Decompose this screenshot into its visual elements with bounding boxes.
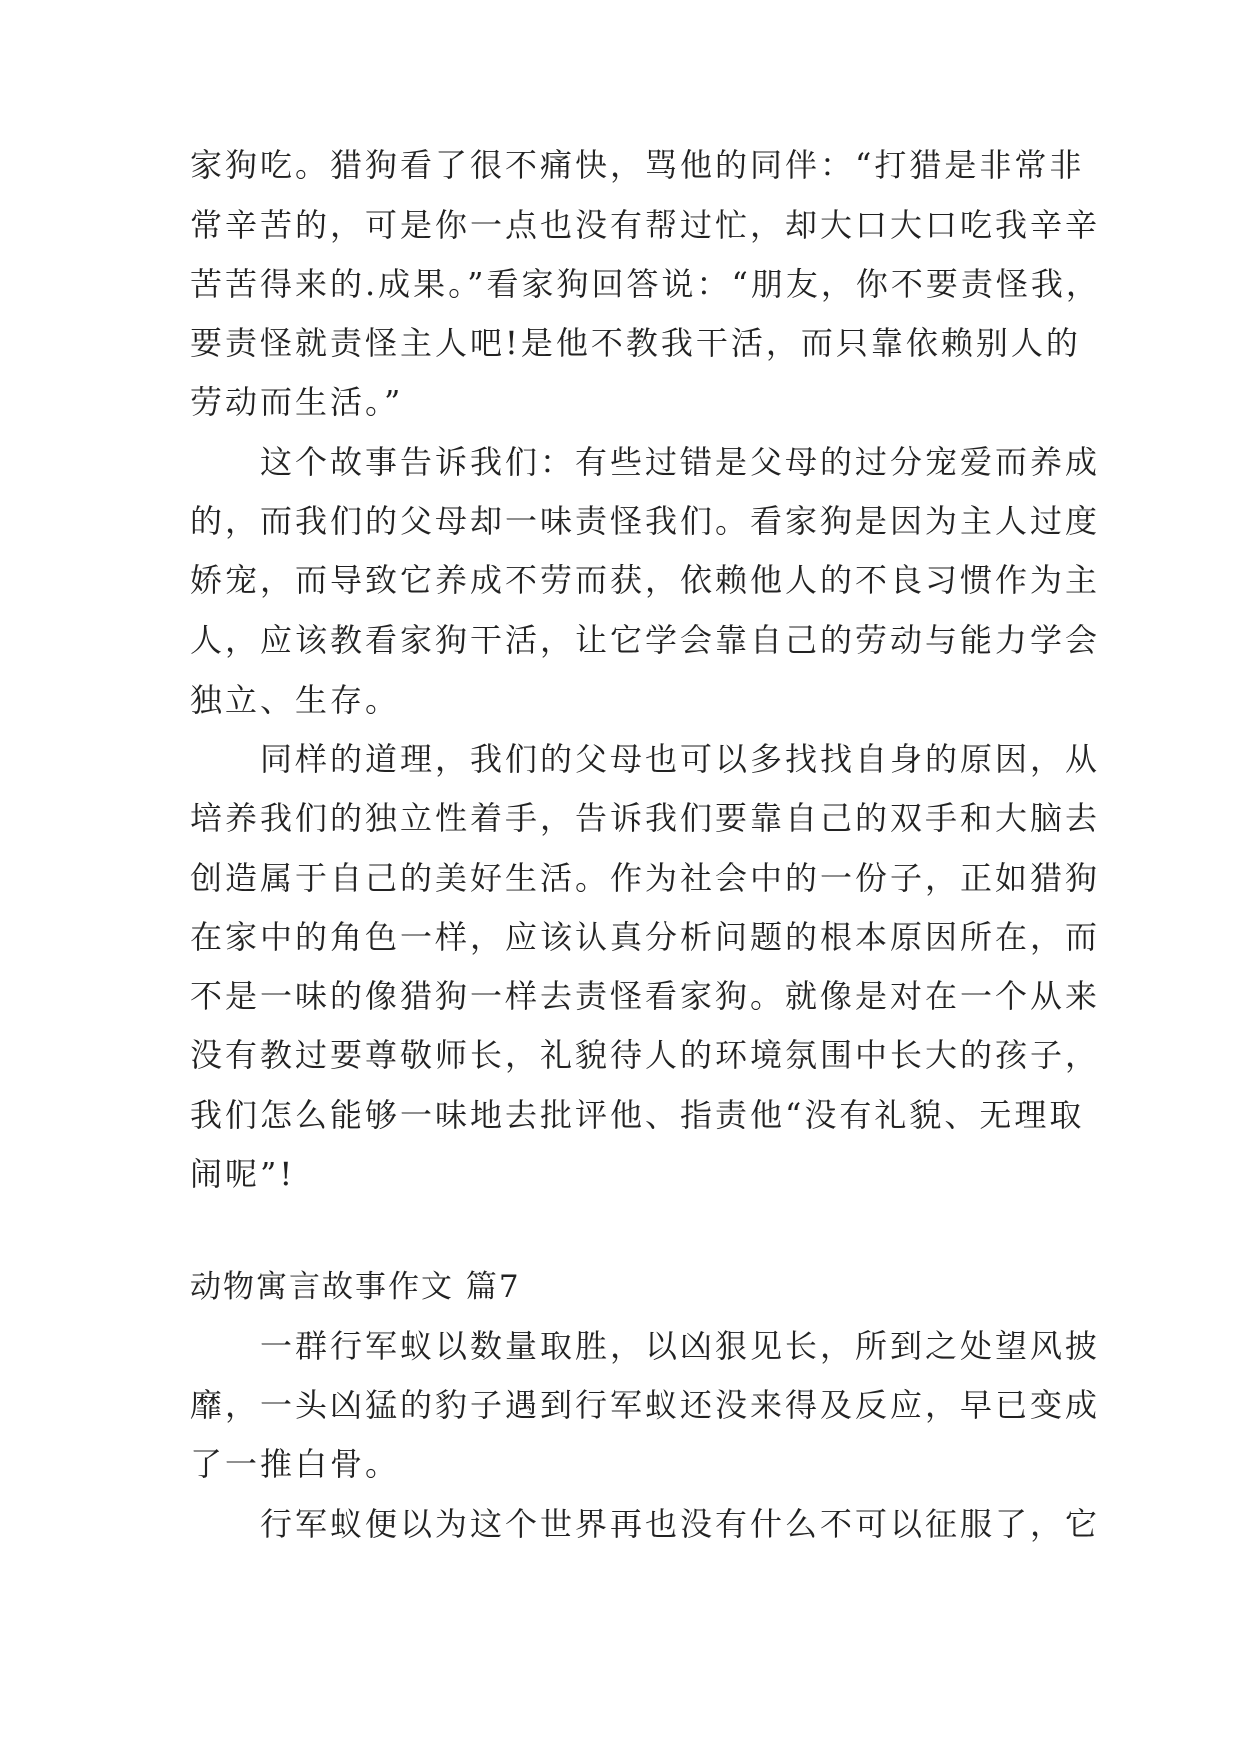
text-line: 这个故事告诉我们：有些过错是父母的过分宠爱而养成: [190, 443, 1101, 481]
text-line: 没有教过要尊敬师长，礼貌待人的环境氛围中长大的孩子，: [190, 1036, 1101, 1074]
text-line: 靡，一头凶猛的豹子遇到行军蚁还没来得及反应，早已变成: [190, 1386, 1101, 1424]
text-line: 同样的道理，我们的父母也可以多找找自身的原因，从: [190, 740, 1101, 778]
text-line: 在家中的角色一样，应该认真分析问题的根本原因所在，而: [190, 918, 1101, 956]
text-line: 了一推白骨。: [190, 1445, 401, 1483]
text-line: 常辛苦的，可是你一点也没有帮过忙，却大口大口吃我辛辛: [190, 206, 1101, 244]
text-line: 娇宠，而导致它养成不劳而获，依赖他人的不良习惯作为主: [190, 561, 1101, 599]
text-line: 独立、生存。: [190, 681, 401, 719]
text-line: 家狗吃。猎狗看了很不痛快，骂他的同伴：“打猎是非常非: [190, 146, 1085, 184]
text-line: 不是一味的像猎狗一样去责怪看家狗。就像是对在一个从来: [190, 977, 1101, 1015]
text-line: 创造属于自己的美好生活。作为社会中的一份子，正如猎狗: [190, 859, 1101, 897]
text-line: 苦苦得来的.成果。”看家狗回答说：“朋友，你不要责怪我，: [190, 265, 1101, 303]
text-line: 要责怪就责怪主人吧!是他不教我干活，而只靠依赖别人的: [190, 324, 1081, 362]
text-line: 培养我们的独立性着手，告诉我们要靠自己的双手和大脑去: [190, 799, 1101, 837]
text-line: 的，而我们的父母却一味责怪我们。看家狗是因为主人过度: [190, 502, 1101, 540]
text-line: 一群行军蚁以数量取胜，以凶狠见长，所到之处望风披: [190, 1327, 1101, 1365]
section-heading: 动物寓言故事作文 篇7: [190, 1269, 521, 1305]
text-line: 人，应该教看家狗干活，让它学会靠自己的劳动与能力学会: [190, 621, 1101, 659]
text-line: 劳动而生活。”: [190, 383, 404, 421]
text-line: 闹呢”!: [190, 1155, 296, 1193]
text-line: 我们怎么能够一味地去批评他、指责他“没有礼貌、无理取: [190, 1096, 1085, 1134]
text-line: 行军蚁便以为这个世界再也没有什么不可以征服了，它: [190, 1505, 1101, 1543]
